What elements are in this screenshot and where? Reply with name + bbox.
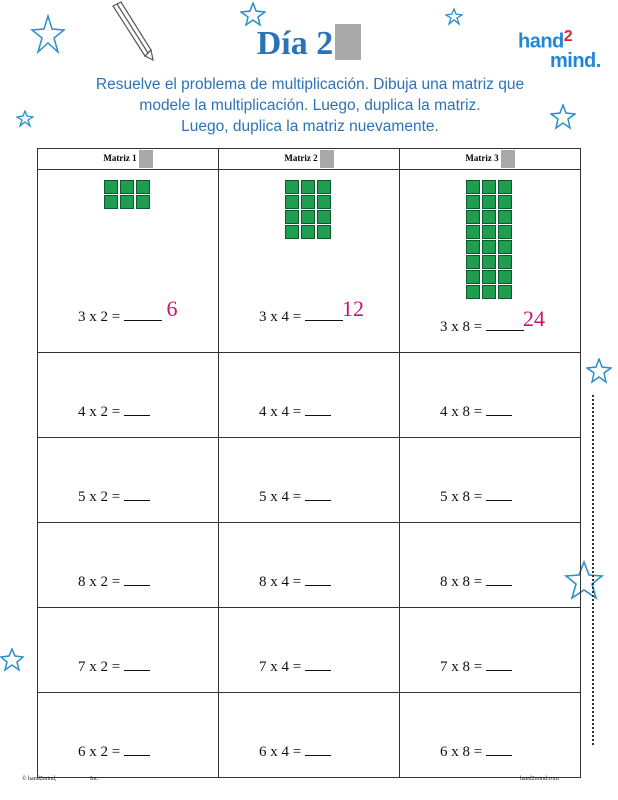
array-square: [466, 195, 480, 209]
cell[interactable]: 5 x 2 =: [38, 438, 219, 523]
array-square: [301, 210, 315, 224]
array-square: [482, 240, 496, 254]
table-row: [38, 693, 581, 778]
array-square: [285, 210, 299, 224]
table-row: [38, 438, 581, 523]
title-text: Día 2: [256, 25, 334, 62]
array-square: [482, 285, 496, 299]
star-icon: [240, 2, 266, 26]
array-square: [498, 195, 512, 209]
cell[interactable]: 7 x 8 =: [400, 608, 581, 693]
cell-r0-c2[interactable]: 3 x 8 = 24: [400, 170, 581, 353]
table-row: [38, 353, 581, 438]
answer-3: 24: [523, 306, 545, 331]
cell[interactable]: 6 x 4 =: [219, 693, 400, 778]
redaction-mark: [335, 24, 361, 60]
multiplication-table: [37, 148, 581, 778]
column-header-1: Matriz 1: [38, 149, 219, 170]
array-square: [466, 240, 480, 254]
cell[interactable]: 8 x 4 =: [219, 523, 400, 608]
table-row: [38, 170, 581, 353]
array-square: [498, 270, 512, 284]
array-square: [317, 195, 331, 209]
cell[interactable]: 5 x 8 =: [400, 438, 581, 523]
array-square: [301, 225, 315, 239]
cell[interactable]: 8 x 8 =: [400, 523, 581, 608]
cell[interactable]: 8 x 2 =: [38, 523, 219, 608]
star-icon: [16, 110, 34, 128]
array-square: [285, 195, 299, 209]
array-square: [301, 180, 315, 194]
array-square: [317, 210, 331, 224]
array-square: [136, 195, 150, 209]
cell[interactable]: 4 x 8 =: [400, 353, 581, 438]
cell[interactable]: 7 x 4 =: [219, 608, 400, 693]
array-square: [482, 195, 496, 209]
array-square: [301, 195, 315, 209]
header-row: [38, 149, 581, 170]
logo-part2: mind.: [550, 50, 601, 73]
array-square: [482, 180, 496, 194]
logo-part1: hand: [518, 30, 564, 53]
cell[interactable]: 7 x 2 =: [38, 608, 219, 693]
footer-website: hand2mind.com: [520, 776, 559, 782]
column-header-2: Matriz 2: [219, 149, 400, 170]
array-square: [104, 180, 118, 194]
array-square: [285, 225, 299, 239]
instruction-line-1: Resuelve el problema de multiplicación. Dibuja una matriz que: [95, 76, 525, 93]
cell-r0-c0[interactable]: 3 x 2 = 6: [38, 170, 219, 353]
footer-copyright: © hand2mind,: [22, 776, 57, 782]
array-square: [120, 195, 134, 209]
instruction-line-2: modele la multiplicación. Luego, duplica la matriz.: [139, 97, 481, 114]
array-square: [466, 180, 480, 194]
instruction-line-3: Luego, duplica la matriz nuevamente.: [181, 118, 439, 135]
array-square: [498, 240, 512, 254]
array-square: [498, 180, 512, 194]
cell[interactable]: 5 x 4 =: [219, 438, 400, 523]
column-header-3: Matriz 3: [400, 149, 581, 170]
answer-2: 12: [342, 296, 364, 321]
array-square: [498, 225, 512, 239]
array-square: [466, 285, 480, 299]
array-square: [482, 270, 496, 284]
hand2mind-logo: [518, 28, 601, 73]
array-square: [285, 180, 299, 194]
cell[interactable]: 4 x 2 =: [38, 353, 219, 438]
footer-inc: Inc.: [90, 776, 100, 782]
array-square: [466, 270, 480, 284]
cell[interactable]: 6 x 2 =: [38, 693, 219, 778]
array-square: [498, 285, 512, 299]
cell-r0-c1[interactable]: 3 x 4 = 12: [219, 170, 400, 353]
star-icon: [586, 358, 612, 384]
cell[interactable]: 6 x 8 =: [400, 693, 581, 778]
array-square: [482, 210, 496, 224]
cell[interactable]: 4 x 4 =: [219, 353, 400, 438]
answer-1: 6: [166, 296, 178, 321]
array-square: [317, 225, 331, 239]
array-square: [466, 255, 480, 269]
array-square: [482, 225, 496, 239]
star-icon: [0, 648, 24, 672]
array-square: [317, 180, 331, 194]
instructions: [40, 74, 580, 137]
table-row: [38, 608, 581, 693]
array-square: [136, 180, 150, 194]
array-square: [498, 255, 512, 269]
array-square: [466, 210, 480, 224]
table-row: [38, 523, 581, 608]
array-square: [466, 225, 480, 239]
array-square: [482, 255, 496, 269]
array-square: [120, 180, 134, 194]
array-square: [104, 195, 118, 209]
margin-marks: [592, 395, 600, 745]
logo-sup: 2: [563, 28, 573, 45]
array-square: [498, 210, 512, 224]
